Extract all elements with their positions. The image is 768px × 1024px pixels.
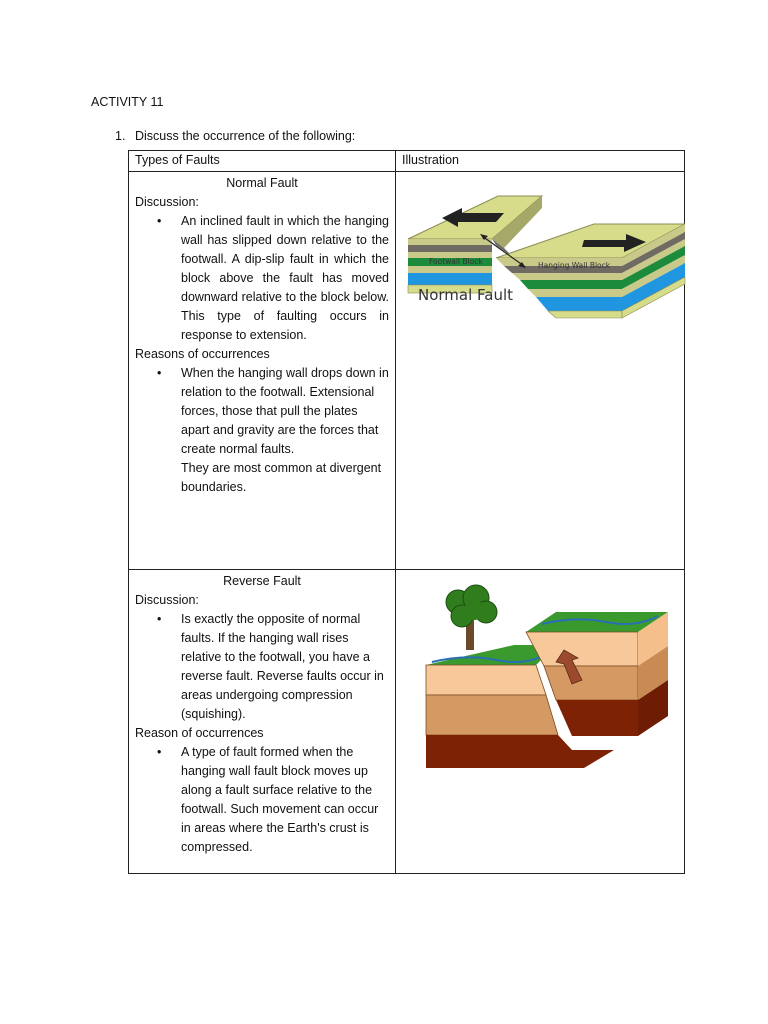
table-header-row — [129, 151, 685, 172]
table-row-reverse-fault — [129, 570, 685, 874]
activity-title: ACTIVITY 11 — [91, 95, 164, 109]
reverse-reasons-list — [135, 743, 389, 857]
header-types-of-faults: Types of Faults — [129, 151, 396, 172]
reverse-reasons-text: A type of fault formed when the hanging wall fault block moves up along a fault surface relative to the footwall. Such movement can occur in areas where the Earth's crust is compressed. — [181, 745, 379, 854]
normal-fault-diagram — [396, 176, 698, 326]
header-illustration: Illustration — [396, 151, 685, 172]
reverse-fault-text-cell — [129, 570, 396, 874]
list-item — [135, 610, 389, 724]
table-row-normal-fault — [129, 172, 685, 570]
bullet-icon: • — [157, 612, 162, 626]
reverse-discussion-list — [135, 610, 389, 724]
list-item — [135, 212, 389, 345]
instruction-text: Discuss the occurrence of the following: — [135, 129, 356, 143]
normal-fault-title: Normal Fault — [226, 176, 298, 190]
bullet-icon: • — [157, 745, 162, 759]
footwall-label: Footwall Block — [429, 257, 483, 266]
bullet-icon: • — [157, 366, 162, 380]
reverse-fault-diagram — [396, 580, 698, 780]
reverse-fault-illustration-cell — [396, 570, 685, 874]
normal-fault-illustration-cell — [396, 172, 685, 570]
list-item — [135, 743, 389, 857]
normal-reasons-list — [135, 364, 389, 497]
hanging-wall-label: Hanging Wall Block — [538, 261, 611, 270]
reverse-discussion-label: Discussion: — [135, 593, 199, 607]
normal-reasons-text-2: They are most common at divergent boundaries. — [181, 461, 382, 494]
instruction-number: 1. — [115, 129, 126, 143]
normal-discussion-label: Discussion: — [135, 195, 199, 209]
normal-reasons-text-1: When the hanging wall drops down in relation to the footwall. Extensional forces, those that pull the plates apart and gravity are the forces that create normal faults. — [181, 366, 389, 456]
normal-fault-text-cell — [129, 172, 396, 570]
instruction — [115, 129, 355, 143]
normal-reasons-label: Reasons of occurrences — [135, 347, 270, 361]
faults-table — [128, 150, 685, 874]
reverse-fault-title: Reverse Fault — [223, 574, 301, 588]
normal-fault-caption: Normal Fault — [418, 286, 514, 304]
reverse-discussion-text: Is exactly the opposite of normal faults. If the hanging wall rises relative to the footwall, you have a reverse fault. Reverse faults occur in areas undergoing compression (squishing). — [181, 612, 384, 721]
normal-discussion-text: An inclined fault in which the hanging wall has slipped down relative to the footwall. A dip-slip fault in which the block above the fault has moved downward relative to the block below. This type of faulting occurs in response to extension. — [181, 214, 389, 342]
normal-discussion-list — [135, 212, 389, 345]
bullet-icon: • — [157, 214, 162, 228]
list-item — [135, 364, 389, 497]
reverse-reasons-label: Reason of occurrences — [135, 726, 264, 740]
